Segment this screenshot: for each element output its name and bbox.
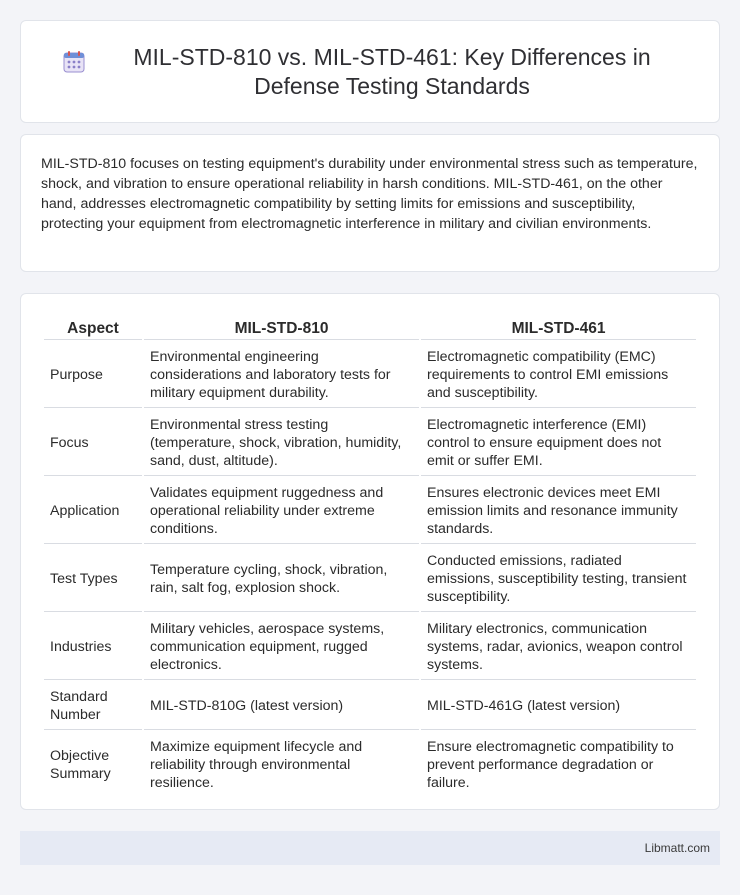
title-wrap xyxy=(21,43,719,101)
row-mil-std-461: Military electronics, communication systems, radar, avionics, weapon control systems. xyxy=(421,614,696,680)
calendar-icon xyxy=(61,49,87,75)
intro-paragraph: MIL-STD-810 focuses on testing equipment's durability under environmental stress such as temperature, shock, and vibration to ensure operational reliability in harsh conditions. MIL-STD-461, on the other hand, addresses electromagnetic compatibility by setting limits for emissions and susceptibility, protecting your equipment from electromagnetic interference in military and civilian environments. xyxy=(41,156,698,232)
footer-brand[interactable]: Libmatt.com xyxy=(644,841,710,855)
row-mil-std-810: Environmental engineering considerations and laboratory tests for military equipment durability. xyxy=(144,342,419,408)
row-mil-std-461: Electromagnetic compatibility (EMC) requirements to control EMI emissions and susceptibility. xyxy=(421,342,696,408)
row-mil-std-810: MIL-STD-810G (latest version) xyxy=(144,682,419,730)
row-aspect: Standard Number xyxy=(44,682,142,730)
footer-bar xyxy=(20,831,720,865)
title-card xyxy=(20,20,720,123)
row-aspect: Objective Summary xyxy=(50,748,111,782)
row-aspect: Purpose xyxy=(44,342,142,408)
row-mil-std-810: Temperature cycling, shock, vibration, rain, salt fog, explosion shock. xyxy=(144,546,419,612)
row-mil-std-461: Conducted emissions, radiated emissions, susceptibility testing, transient susceptibility. xyxy=(421,546,696,612)
table-row xyxy=(44,410,696,476)
row-aspect: Application xyxy=(44,478,142,544)
row-aspect: Test Types xyxy=(44,546,142,612)
table-row xyxy=(44,614,696,680)
row-mil-std-810: Environmental stress testing (temperature, shock, vibration, humidity, sand, dust, altitude). xyxy=(144,410,419,476)
row-aspect: Industries xyxy=(44,614,142,680)
comparison-card xyxy=(20,293,720,810)
page-title: MIL-STD-810 vs. MIL-STD-461: Key Differences in Defense Testing Standards xyxy=(133,43,651,99)
intro-card xyxy=(20,134,720,272)
row-mil-std-461: Ensures electronic devices meet EMI emission limits and resonance immunity standards. xyxy=(421,478,696,544)
row-mil-std-810: Maximize equipment lifecycle and reliability through environmental resilience. xyxy=(150,739,363,791)
comparison-table xyxy=(42,311,698,800)
row-mil-std-810: Military vehicles, aerospace systems, communication equipment, rugged electronics. xyxy=(144,614,419,680)
row-aspect: Focus xyxy=(44,410,142,476)
header-mil-std-461: MIL-STD-461 xyxy=(421,313,696,340)
header-mil-std-810: MIL-STD-810 xyxy=(144,313,419,340)
table-row xyxy=(44,546,696,612)
row-mil-std-461: Electromagnetic interference (EMI) control to ensure equipment does not emit or suffer EMI. xyxy=(421,410,696,476)
table-row xyxy=(44,478,696,544)
table-row xyxy=(44,732,696,798)
row-mil-std-461: MIL-STD-461G (latest version) xyxy=(421,682,696,730)
row-mil-std-810: Validates equipment ruggedness and operational reliability under extreme conditions. xyxy=(144,478,419,544)
row-mil-std-461: Ensure electromagnetic compatibility to prevent performance degradation or failure. xyxy=(427,739,674,791)
table-row xyxy=(44,682,696,730)
table-row xyxy=(44,342,696,408)
table-header-row xyxy=(44,313,696,340)
header-aspect: Aspect xyxy=(44,313,142,340)
